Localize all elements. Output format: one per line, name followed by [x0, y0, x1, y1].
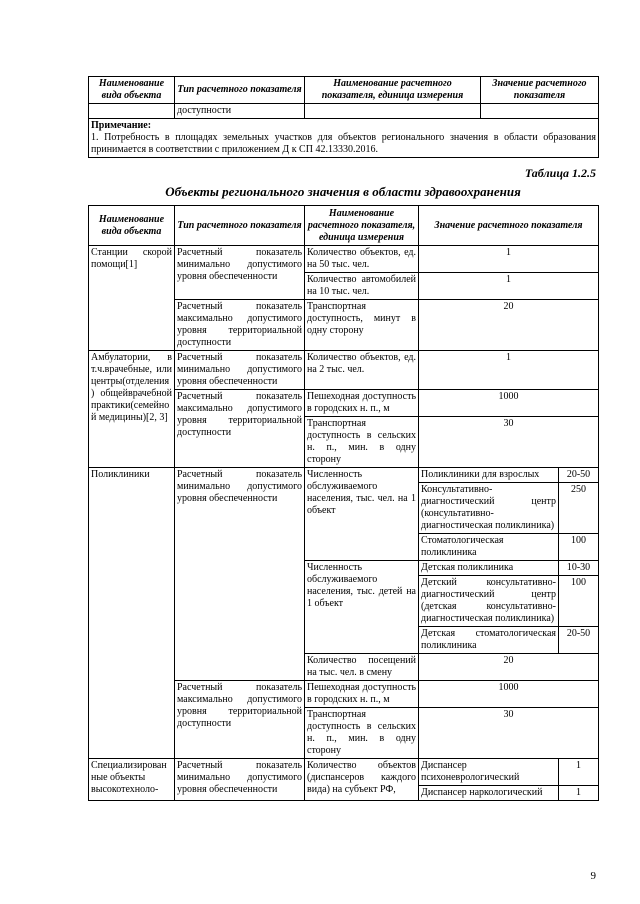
- header-cell: Наименование расчетного показателя, единица измерения: [305, 206, 419, 246]
- sub-item-label: Диспансер психоневрологический: [419, 759, 559, 786]
- table-row: [89, 246, 599, 273]
- table-row: [89, 351, 599, 390]
- indicator-name: Численность обслуживаемого населения, тыс. чел. на 1 объект: [305, 468, 419, 561]
- table-row: [89, 759, 599, 786]
- sub-item-label: Детская поликлиника: [419, 561, 559, 576]
- indicator-name: Количество автомобилей на 10 тыс. чел.: [305, 273, 419, 300]
- sub-item-label: Стоматологическая поликлиника: [419, 534, 559, 561]
- indicator-value: 30: [419, 708, 599, 759]
- indicator-name: Количество объектов, ед. на 2 тыс. чел.: [305, 351, 419, 390]
- header-cell: Наименование расчетного показателя, единица измерения: [305, 77, 481, 104]
- indicator-name: Пешеходная доступность в городских н. п., м: [305, 681, 419, 708]
- indicator-name: Численность обслуживаемого населения, тыс. детей на 1 объект: [305, 561, 419, 654]
- table-cell: доступности: [175, 104, 305, 119]
- sub-item-label: Поликлиники для взрослых: [419, 468, 559, 483]
- indicator-value: 1000: [419, 390, 599, 417]
- object-name: Станции скорой помощи[1]: [89, 246, 175, 351]
- indicator-value: 1: [419, 246, 599, 273]
- indicator-name: Количество объектов (диспансеров каждого вида) на субъект РФ,: [305, 759, 419, 801]
- header-cell: Тип расчетного показателя: [175, 206, 305, 246]
- healthcare-objects-table: [88, 205, 599, 801]
- table-row: [89, 104, 599, 119]
- note-row: [89, 119, 599, 158]
- indicator-name: Количество объектов, ед. на 50 тыс. чел.: [305, 246, 419, 273]
- indicator-value: 20: [419, 300, 599, 351]
- sub-item-value: 1: [559, 786, 599, 801]
- sub-item-value: 250: [559, 483, 599, 534]
- table-title: Объекты регионального значения в области здравоохранения: [165, 184, 521, 199]
- note-text: 1. Потребность в площадях земельных участков для объектов регионального значения в области образования принимается в соответствии с приложением Д к СП 42.13330.2016.: [91, 132, 596, 155]
- note-title: Примечание:: [91, 120, 152, 131]
- sub-item-value: 20-50: [559, 627, 599, 654]
- indicator-name: Транспортная доступность в сельских н. п., мин. в одну сторону: [305, 708, 419, 759]
- object-name: Специализированные объекты высокотехноло-: [89, 759, 175, 801]
- indicator-value: 1: [419, 273, 599, 300]
- header-cell: Значение расчетного показателя: [481, 77, 599, 104]
- object-name: Поликлиники: [89, 468, 175, 759]
- indicator-type: Расчетный показатель минимально допустимого уровня обеспеченности: [175, 468, 305, 681]
- indicator-name: Транспортная доступность, минут в одну сторону: [305, 300, 419, 351]
- indicator-value: 20: [419, 654, 599, 681]
- header-cell: Наименование вида объекта: [89, 206, 175, 246]
- sub-item-label: Детский консультативно-диагностический центр (детская консультативно-диагностическая поликлиника): [419, 576, 559, 627]
- indicator-type: Расчетный показатель максимально допустимого уровня территориальной доступности: [175, 390, 305, 468]
- table-number: Таблица 1.2.5: [524, 166, 596, 180]
- header-cell: Наименование вида объекта: [89, 77, 175, 104]
- sub-item-value: 10-30: [559, 561, 599, 576]
- header-row: [89, 206, 599, 246]
- indicator-type: Расчетный показатель минимально допустимого уровня обеспеченности: [175, 246, 305, 300]
- header-row: [89, 77, 599, 104]
- sub-item-label: Консультативно-диагностический центр (консультативно-диагностическая поликлиника): [419, 483, 559, 534]
- indicator-type: Расчетный показатель минимально допустимого уровня обеспеченности: [175, 759, 305, 801]
- indicator-type: Расчетный показатель минимально допустимого уровня обеспеченности: [175, 351, 305, 390]
- header-cell: Тип расчетного показателя: [175, 77, 305, 104]
- object-name: Амбулатории, в т.ч.врачебные, или центры(отделения) общейврачебной практики(семейной медицины)[2, 3]: [89, 351, 175, 468]
- indicator-name: Количество посещений на тыс. чел. в смену: [305, 654, 419, 681]
- sub-item-value: 100: [559, 576, 599, 627]
- sub-item-value: 100: [559, 534, 599, 561]
- indicator-name: Пешеходная доступность в городских н. п., м: [305, 390, 419, 417]
- header-cell: Значение расчетного показателя: [419, 206, 599, 246]
- indicator-type: Расчетный показатель максимально допустимого уровня территориальной доступности: [175, 681, 305, 759]
- sub-item-value: 1: [559, 759, 599, 786]
- page-number: 9: [590, 870, 596, 882]
- sub-item-value: 20-50: [559, 468, 599, 483]
- indicator-value: 1000: [419, 681, 599, 708]
- indicator-type: Расчетный показатель максимально допустимого уровня территориальной доступности: [175, 300, 305, 351]
- sub-item-label: Детская стоматологическая поликлиника: [419, 627, 559, 654]
- indicator-value: 1: [419, 351, 599, 390]
- continuation-table: [88, 76, 599, 158]
- indicator-value: 30: [419, 417, 599, 468]
- sub-item-label: Диспансер наркологический: [419, 786, 559, 801]
- table-row: [89, 468, 599, 483]
- indicator-name: Транспортная доступность в сельских н. п., мин. в одну сторону: [305, 417, 419, 468]
